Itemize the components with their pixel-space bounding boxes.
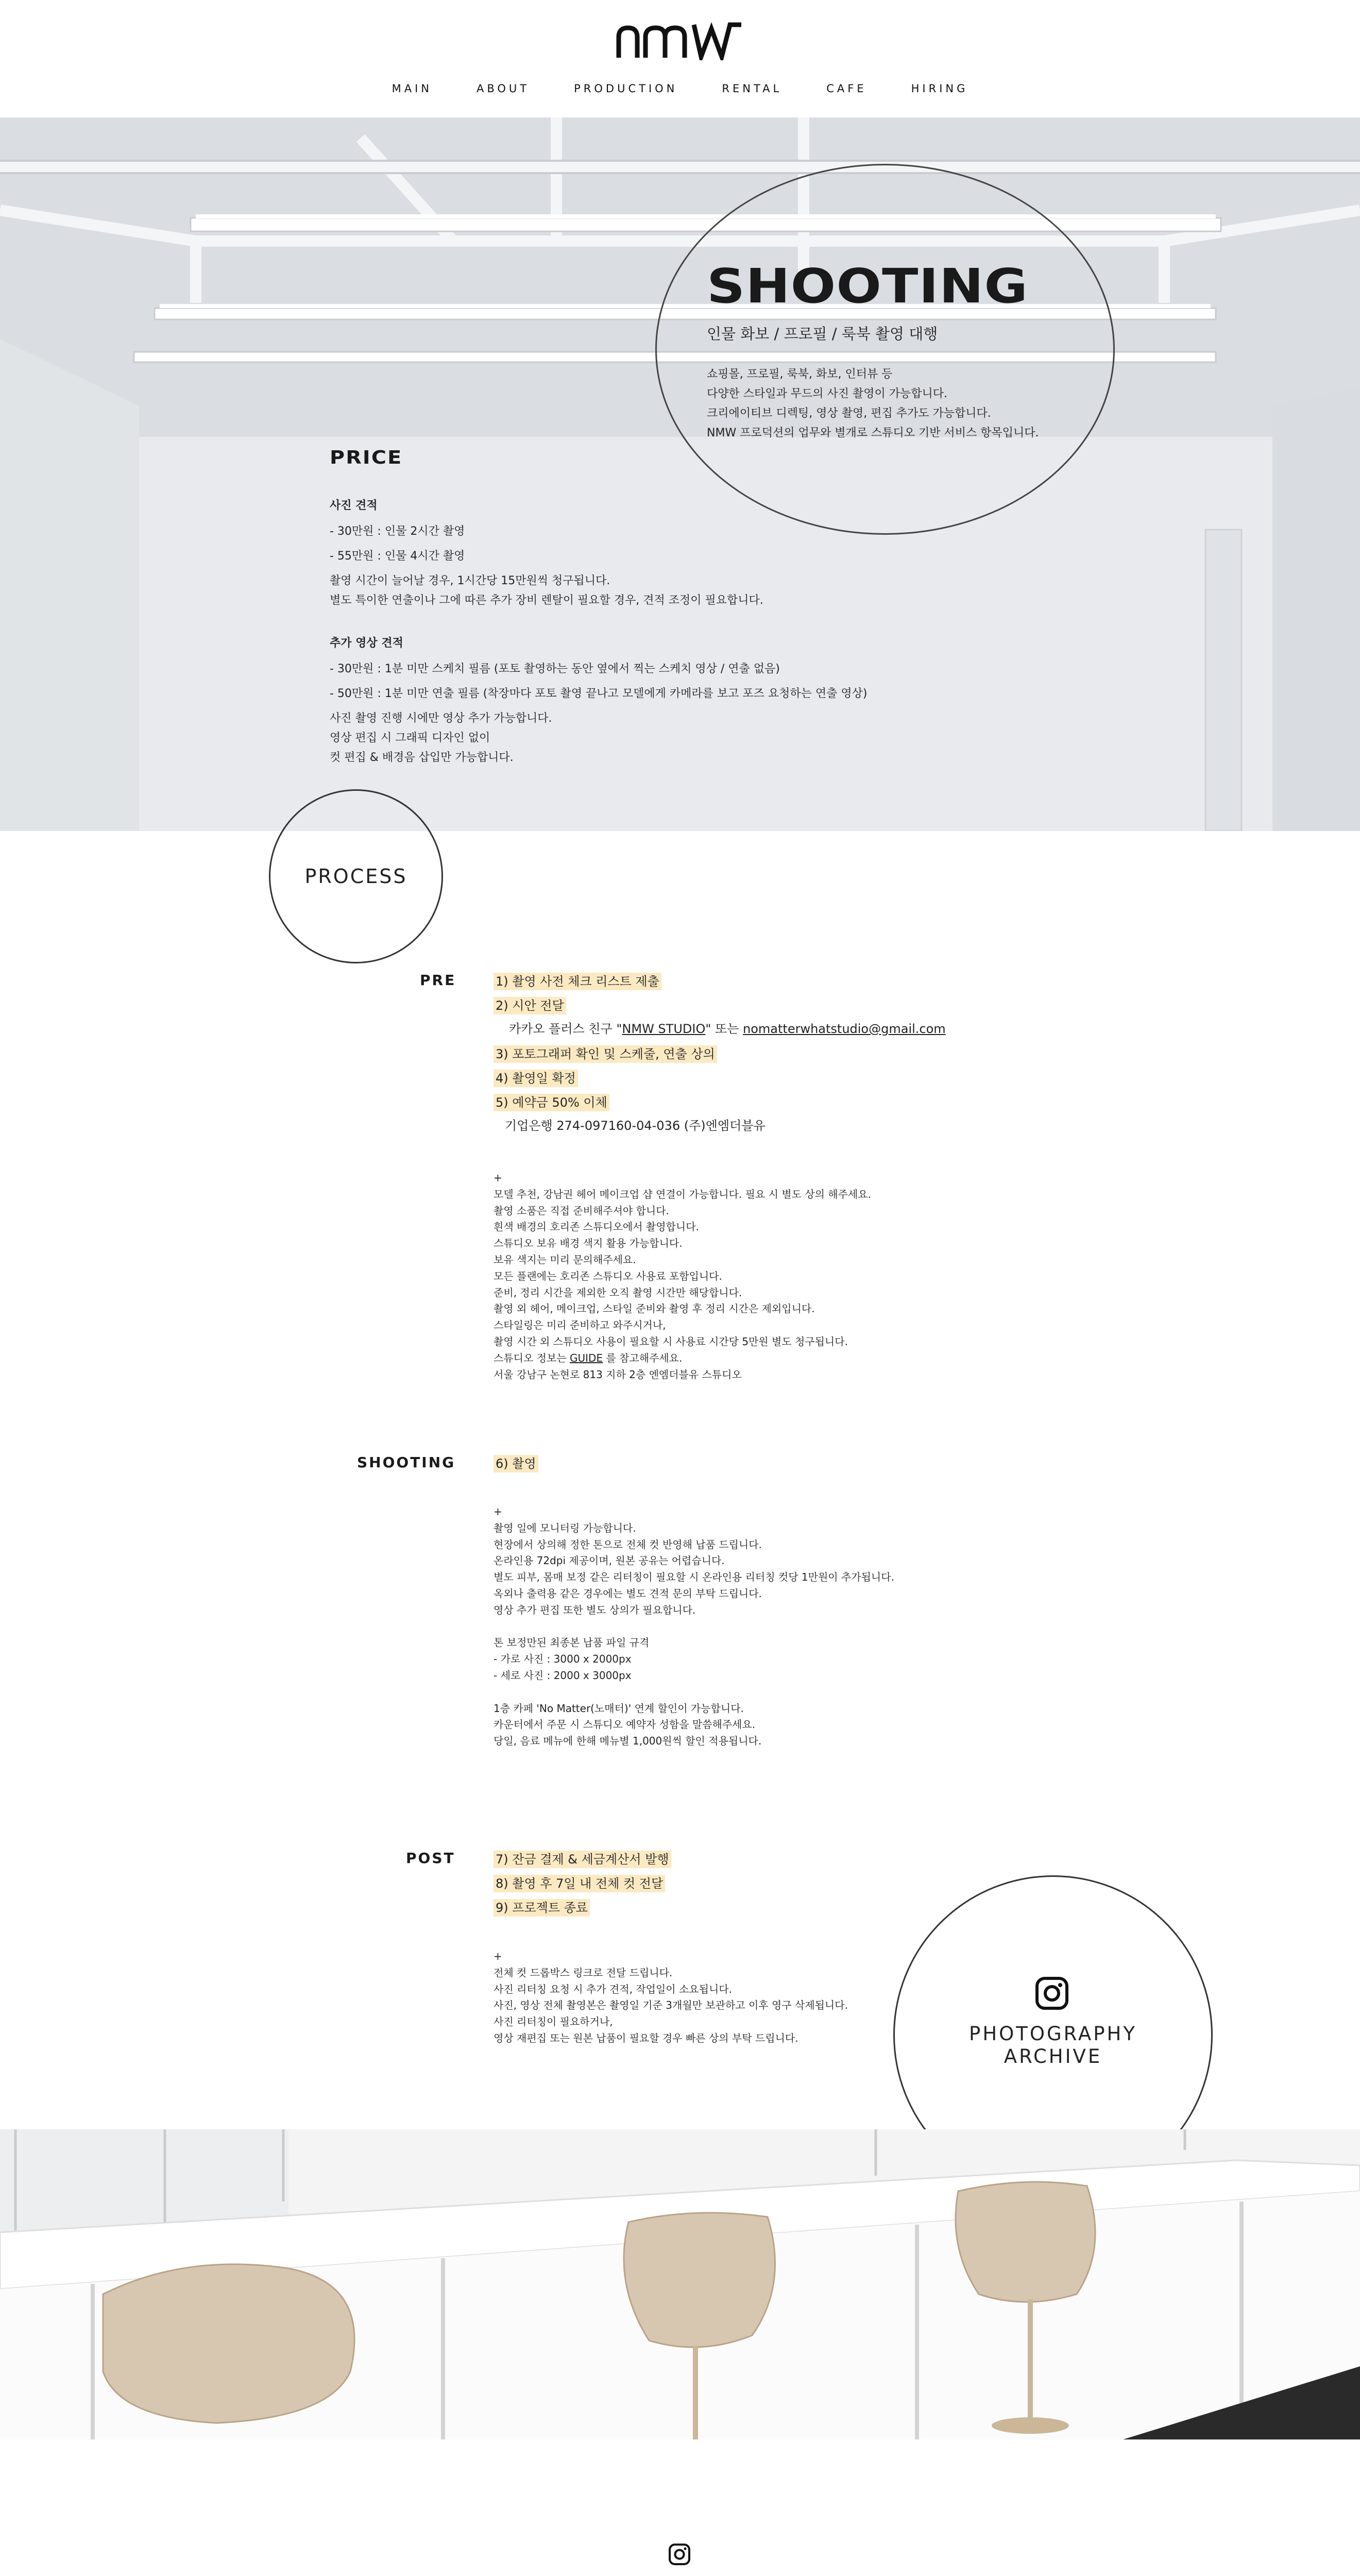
note-line: 별도 피부, 몸매 보정 같은 리터칭이 필요할 시 온라인용 리터칭 컷당 1만원이 추가됩니다.	[494, 1571, 894, 1584]
note-line: - 세로 사진 : 2000 x 3000px	[494, 1669, 632, 1682]
note-text: 스튜디오 정보는	[494, 1351, 570, 1364]
nav-rental[interactable]: RENTAL	[722, 82, 783, 95]
instagram-icon[interactable]	[1034, 1976, 1069, 2011]
guide-line	[494, 1350, 871, 1367]
step-8: 8) 촬영 후 7일 내 전체 컷 전달	[494, 1875, 665, 1892]
note-line: 톤 보정만된 최종본 납품 파일 규격	[494, 1636, 650, 1649]
archive-line: ARCHIVE	[1004, 2045, 1102, 2067]
note-line: 영상 추가 편집 또한 별도 상의가 필요합니다.	[494, 1603, 696, 1616]
note-line: 촬영 시간 외 스튜디오 사용이 필요할 시 사용료 시간당 5만원 별도 청구됩니다.	[494, 1335, 848, 1348]
photo-quote-item: - 55만원 : 인물 4시간 촬영	[330, 550, 465, 563]
pre-notes	[494, 1170, 871, 1383]
video-quote-note: 사진 촬영 진행 시에만 영상 추가 가능합니다.	[330, 712, 552, 725]
note-line: 당일, 음료 메뉴에 한해 메뉴별 1,000원씩 할인 적용됩니다.	[494, 1735, 762, 1748]
step-6: 6) 촬영	[494, 1455, 538, 1472]
video-quote-note: 컷 편집 & 배경음 삽입만 가능합니다.	[330, 751, 514, 764]
description-line: NMW 프로덕션의 업무와 별개로 스튜디오 기반 서비스 항목입니다.	[707, 427, 1039, 439]
description-line: 다양한 스타일과 무드의 사진 촬영이 가능합니다.	[707, 387, 948, 400]
note-line: - 가로 사진 : 3000 x 2000px	[494, 1653, 632, 1666]
video-quote-item: - 50만원 : 1분 미만 연출 필름 (착장마다 포토 촬영 끝나고 모델에게 카메라를 보고 포즈 요청하는 연출 영상)	[330, 687, 868, 700]
note-line: 촬영 일에 모니터링 가능합니다.	[494, 1521, 636, 1534]
note-line: 모든 플랜에는 호리존 스튜디오 사용료 포함입니다.	[494, 1269, 722, 1282]
note-line: 촬영 소품은 직접 준비해주셔야 합니다.	[494, 1204, 669, 1217]
pre-steps	[494, 973, 946, 1142]
note-line: 스타일링은 미리 준비하고 와주시거나,	[494, 1319, 666, 1332]
shooting-notes	[494, 1504, 894, 1750]
video-quote-note: 영상 편집 시 그래픽 디자인 없이	[330, 732, 490, 744]
shooting-hero	[0, 117, 1360, 831]
note-line: 1층 카페 'No Matter(노매터)' 연계 할인이 가능합니다.	[494, 1702, 744, 1715]
shooting-circle-outline	[655, 164, 1115, 535]
post-notes	[494, 1948, 848, 2047]
main-nav	[0, 78, 1360, 99]
photo-quote	[330, 496, 763, 611]
photo-quote-heading: 사진 견적	[330, 499, 378, 512]
note-line: 전체 컷 드롭박스 링크로 전달 드립니다.	[494, 1966, 673, 1979]
note-line: 현장에서 상의해 정한 톤으로 전체 컷 반영해 납품 드립니다.	[494, 1538, 762, 1551]
footer-instagram-icon[interactable]	[668, 2543, 691, 2566]
shooting-subtitle: 인물 화보 / 프로필 / 룩북 촬영 대행	[707, 325, 938, 343]
post-label: POST	[406, 1850, 455, 1867]
note-line: 준비, 정리 시간을 제외한 오직 촬영 시간만 해당합니다.	[494, 1286, 742, 1299]
note-line: 사진 리터칭 요청 시 추가 견적, 작업일이 소요됩니다.	[494, 1982, 732, 1995]
note-line: +	[494, 1950, 502, 1962]
note-line: 옥외나 출력용 같은 경우에는 별도 견적 문의 부탁 드립니다.	[494, 1587, 762, 1600]
nav-main[interactable]: MAIN	[392, 82, 432, 95]
note-line: 서울 강남구 논현로 813 지하 2층 엔엠더블유 스튜디오	[494, 1368, 742, 1381]
note-line: 흰색 배경의 호리존 스튜디오에서 촬영합니다.	[494, 1221, 699, 1233]
archive-label[interactable]	[893, 2023, 1213, 2068]
kakao-link[interactable]: NMW STUDIO	[622, 1022, 706, 1036]
step-9: 9) 프로젝트 종료	[494, 1899, 590, 1917]
nmw-logo[interactable]	[616, 22, 744, 60]
description-line: 크리에이티브 디렉팅, 영상 촬영, 편집 추가도 가능합니다.	[707, 407, 991, 420]
pre-label: PRE	[420, 972, 456, 989]
note-line: 촬영 외 헤어, 메이크업, 스타일 준비와 촬영 후 정리 시간은 제외입니다.	[494, 1302, 815, 1315]
step-3: 3) 포토그래퍼 확인 및 스케줄, 연출 상의	[494, 1045, 717, 1063]
video-quote-heading: 추가 영상 견적	[330, 637, 403, 650]
step-7: 7) 잔금 결제 & 세금계산서 발행	[494, 1851, 671, 1868]
note-line: 온라인용 72dpi 제공이며, 원본 공유는 어렵습니다.	[494, 1554, 725, 1567]
step-4: 4) 촬영일 확정	[494, 1070, 578, 1087]
page-title: SHOOTING	[707, 259, 1029, 314]
note-line: 카운터에서 주문 시 스튜디오 예약자 성함을 말씀해주세요.	[494, 1718, 756, 1731]
photo-quote-note: 별도 특이한 연출이나 그에 따른 추가 장비 렌탈이 필요할 경우, 견적 조정이 필요합니다.	[330, 594, 763, 607]
note-line: +	[494, 1505, 502, 1518]
step-2: 2) 시안 전달	[494, 997, 566, 1014]
email-link[interactable]: nomatterwhatstudio@gmail.com	[743, 1022, 946, 1036]
price-title: PRICE	[330, 447, 403, 468]
studio-chairs-image	[0, 2129, 1360, 2439]
step-2-detail	[494, 1021, 946, 1045]
guide-link[interactable]: GUIDE	[569, 1351, 603, 1364]
note-line: 스튜디오 보유 배경 색지 활용 가능합니다.	[494, 1237, 683, 1250]
detail-text: 카카오 플러스 친구 "	[509, 1022, 622, 1036]
process-title: PROCESS	[304, 865, 407, 888]
nav-production[interactable]: PRODUCTION	[574, 82, 678, 95]
note-text: 를 참고해주세요.	[603, 1351, 683, 1364]
note-line: +	[494, 1172, 502, 1184]
step-1: 1) 촬영 사전 체크 리스트 제출	[494, 973, 661, 990]
nav-about[interactable]: ABOUT	[477, 82, 530, 95]
shooting-steps	[494, 1455, 538, 1479]
process-circle	[269, 789, 443, 963]
note-line: 사진, 영상 전체 촬영본은 촬영일 기준 3개월만 보관하고 이후 영구 삭제됩니다.	[494, 1999, 848, 2012]
note-line: 사진 리터칭이 필요하거나,	[494, 2015, 613, 2028]
note-line: 영상 재편집 또는 원본 납품이 필요할 경우 빠른 상의 부탁 드립니다.	[494, 2031, 798, 2044]
shooting-description	[707, 365, 1039, 443]
spacer	[494, 1619, 894, 1635]
detail-text: " 또는	[705, 1022, 743, 1036]
photo-quote-note: 촬영 시간이 늘어날 경우, 1시간당 15만원씩 청구됩니다.	[330, 574, 610, 587]
post-steps	[494, 1851, 671, 1923]
step-5: 5) 예약금 50% 이체	[494, 1094, 609, 1111]
archive-line: PHOTOGRAPHY	[969, 2023, 1137, 2045]
note-line: 모델 추천, 강남권 헤어 메이크업 샵 연결이 가능합니다. 필요 시 별도 상의 해주세요.	[494, 1188, 871, 1200]
shooting-label: SHOOTING	[357, 1454, 456, 1471]
step-5-detail: 기업은행 274-097160-04-036 (주)엔엠더블유	[505, 1118, 766, 1133]
video-quote-item: - 30만원 : 1분 미만 스케치 필름 (포토 촬영하는 동안 옆에서 찍는 스케치 영상 / 연출 없음)	[330, 663, 780, 675]
nav-cafe[interactable]: CAFE	[826, 82, 867, 95]
video-quote	[330, 634, 867, 768]
note-line: 보유 색지는 미리 문의해주세요.	[494, 1253, 636, 1266]
spacer	[494, 1684, 894, 1701]
description-line: 쇼핑몰, 프로필, 룩북, 화보, 인터뷰 등	[707, 368, 893, 381]
nav-hiring[interactable]: HIRING	[911, 82, 968, 95]
photo-quote-item: - 30만원 : 인물 2시간 촬영	[330, 525, 465, 538]
